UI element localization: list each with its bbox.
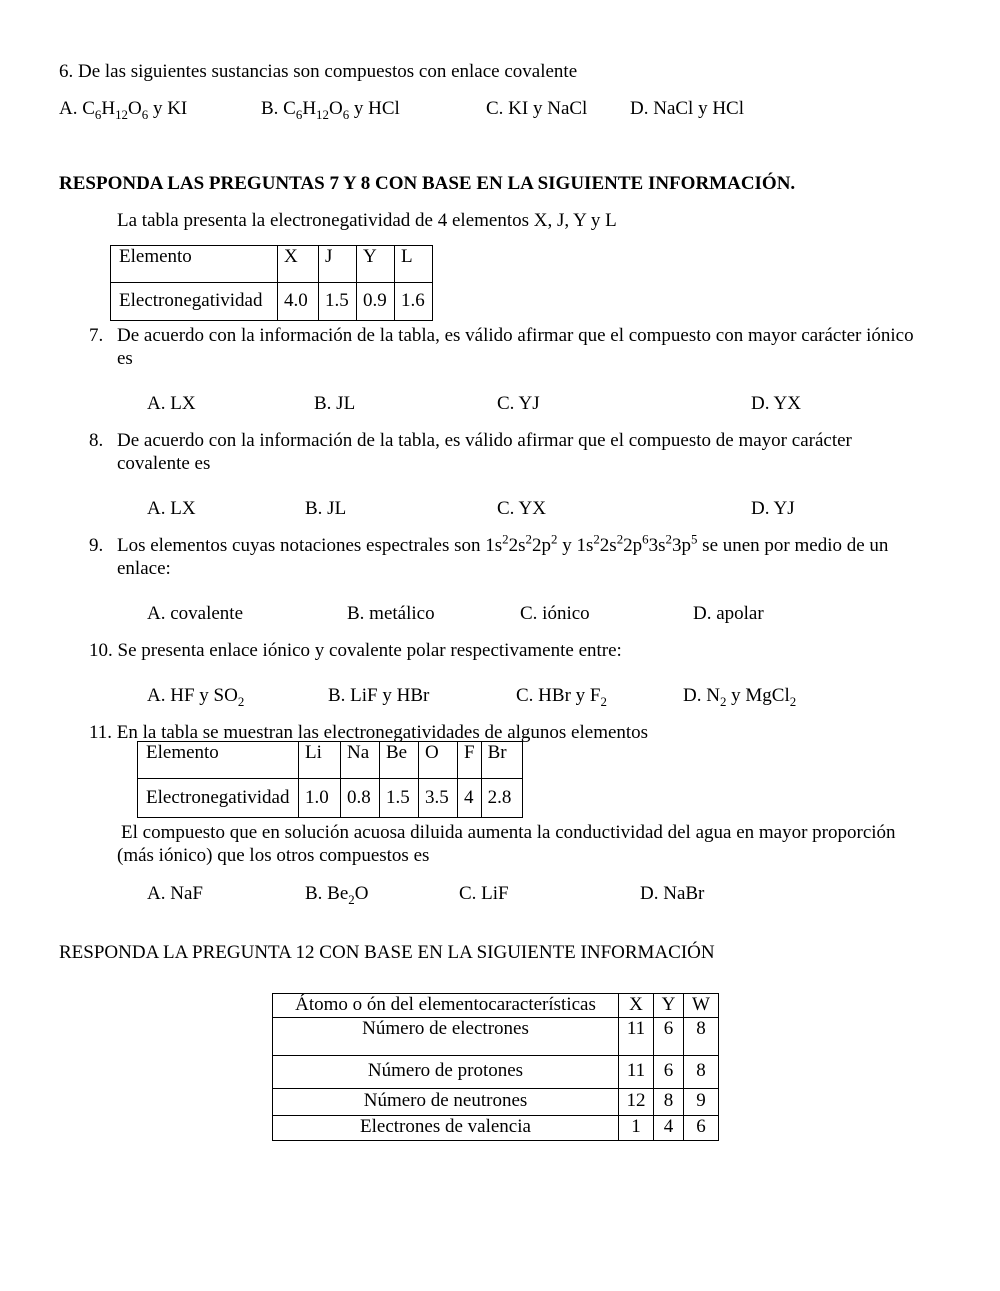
q9-option-c[interactable]: C. iónico xyxy=(520,603,590,624)
q9-option-d[interactable]: D. apolar xyxy=(693,603,764,624)
table3-cell: Número de protones xyxy=(273,1055,619,1088)
q11-line1: El compuesto que en solución acuosa diluida aumenta la conductividad del agua en mayor proporción xyxy=(121,822,896,843)
q7-line2: es xyxy=(117,348,133,369)
q11-option-d[interactable]: D. NaBr xyxy=(640,883,705,904)
table1-value-cell: 4.0 xyxy=(278,283,319,321)
table2-header-cell: Li xyxy=(299,742,341,779)
q8-option-d[interactable]: D. YJ xyxy=(751,498,795,519)
table3-header-row xyxy=(273,994,719,1018)
q7-option-d[interactable]: D. YX xyxy=(751,393,801,414)
table2-header-cell: Elemento xyxy=(138,742,299,779)
table3-header-cell: X xyxy=(619,994,654,1018)
table1-header-cell: X xyxy=(278,246,319,283)
q8-line2: covalente es xyxy=(117,453,211,474)
table3-cell: 4 xyxy=(654,1115,684,1140)
q8-number: 8. xyxy=(89,430,104,451)
q8-option-b[interactable]: B. JL xyxy=(305,498,347,519)
table3-row xyxy=(273,1055,719,1088)
table1-value-cell: 0.9 xyxy=(357,283,395,321)
q11-option-b[interactable]: B. $Be_2O$ xyxy=(305,883,369,907)
q10-option-b[interactable]: B. LiF y HBr xyxy=(328,685,430,706)
table3-row xyxy=(273,1115,719,1140)
atom-characteristics-table xyxy=(272,993,719,1141)
table3-header-cell: Y xyxy=(654,994,684,1018)
q7-option-a[interactable]: A. LX xyxy=(147,393,196,414)
table3-row xyxy=(273,1017,719,1055)
table2-value-cell: 1.5 xyxy=(380,779,419,818)
q7-option-b[interactable]: B. JL xyxy=(314,393,356,414)
table2-value-cell: 2.8 xyxy=(481,779,522,818)
q7-number: 7. xyxy=(89,325,104,346)
table2-header-cell: F xyxy=(458,742,482,779)
q9-line2: enlace: xyxy=(117,558,171,579)
q10-option-c[interactable]: C. HBr y $F_2$ xyxy=(516,685,607,709)
table2-header-cell: Br xyxy=(481,742,522,779)
electronegativity-table-1 xyxy=(110,245,433,321)
electronegativity-table-2 xyxy=(137,741,523,818)
table1-value-row xyxy=(111,283,433,321)
q6-option-b[interactable]: B. $C_6H_{12}O_6$ y HCl xyxy=(261,98,400,122)
table3-header-cell: Átomo o ón del elementocaracterísticas xyxy=(273,994,619,1018)
q11-text: 11. En la tabla se muestran las electronegatividades de algunos elementos xyxy=(89,722,649,743)
table1-value-cell: 1.6 xyxy=(395,283,433,321)
table3-cell: 6 xyxy=(654,1017,684,1055)
q8-option-c[interactable]: C. YX xyxy=(497,498,546,519)
table3-cell: 1 xyxy=(619,1115,654,1140)
table2-value-row xyxy=(138,779,523,818)
table3-cell: 6 xyxy=(654,1055,684,1088)
q10-option-d[interactable]: D. $N_2$ y MgCl$_2$ xyxy=(683,685,797,709)
q8-option-a[interactable]: A. LX xyxy=(147,498,196,519)
table3-cell: Número de neutrones xyxy=(273,1088,619,1115)
q10-text: 10. Se presenta enlace iónico y covalente polar respectivamente entre: xyxy=(89,640,622,661)
table1-header-cell: J xyxy=(319,246,357,283)
table2-header-cell: Na xyxy=(341,742,380,779)
table3-cell: 11 xyxy=(619,1017,654,1055)
q11-option-c[interactable]: C. LiF xyxy=(459,883,509,904)
table3-cell: 12 xyxy=(619,1088,654,1115)
table1-header-cell: Y xyxy=(357,246,395,283)
table2-value-cell: 0.8 xyxy=(341,779,380,818)
table3-cell: 9 xyxy=(684,1088,719,1115)
q7-option-c[interactable]: C. YJ xyxy=(497,393,540,414)
table2-header-cell: O xyxy=(419,742,458,779)
table3-header-cell: W xyxy=(684,994,719,1018)
q11-line2: (más iónico) que los otros compuestos es xyxy=(117,845,430,866)
table3-cell: 8 xyxy=(684,1055,719,1088)
table2-value-cell: Electronegatividad xyxy=(138,779,299,818)
table1-value-cell: Electronegatividad xyxy=(111,283,278,321)
table3-cell: 11 xyxy=(619,1055,654,1088)
table1-intro: La tabla presenta la electronegatividad de 4 elementos X, J, Y y L xyxy=(117,210,617,231)
q6-option-d[interactable]: D. NaCl y HCl xyxy=(630,98,744,119)
q9-option-b[interactable]: B. metálico xyxy=(347,603,435,624)
q7-line1: De acuerdo con la información de la tabla, es válido afirmar que el compuesto con mayor carácter iónico xyxy=(117,325,914,346)
table2-value-cell: 1.0 xyxy=(299,779,341,818)
table3-cell: 8 xyxy=(684,1017,719,1055)
table1-header-cell: L xyxy=(395,246,433,283)
q6-option-c[interactable]: C. KI y NaCl xyxy=(486,98,588,119)
q9-option-a[interactable]: A. covalente xyxy=(147,603,244,624)
table3-cell: 8 xyxy=(654,1088,684,1115)
q6-text: 6. De las siguientes sustancias son compuestos con enlace covalente xyxy=(59,61,578,82)
q9-number: 9. xyxy=(89,535,104,556)
table2-header-row xyxy=(138,742,523,779)
table3-row xyxy=(273,1088,719,1115)
table1-header-cell: Elemento xyxy=(111,246,278,283)
table1-value-cell: 1.5 xyxy=(319,283,357,321)
table1-header-row xyxy=(111,246,433,283)
table3-cell: Número de electrones xyxy=(273,1017,619,1055)
section-header-12: RESPONDA LA PREGUNTA 12 CON BASE EN LA SIGUIENTE INFORMACIÓN xyxy=(59,942,715,963)
table2-header-cell: Be xyxy=(380,742,419,779)
q11-option-a[interactable]: A. NaF xyxy=(147,883,203,904)
table3-cell: Electrones de valencia xyxy=(273,1115,619,1140)
q8-line1: De acuerdo con la información de la tabla, es válido afirmar que el compuesto de mayor carácter xyxy=(117,430,852,451)
table2-value-cell: 3.5 xyxy=(419,779,458,818)
q6-option-a[interactable]: A. $C_6H_{12}O_6$ y KI xyxy=(59,98,188,122)
table3-cell: 6 xyxy=(684,1115,719,1140)
table2-value-cell: 4 xyxy=(458,779,482,818)
q10-option-a[interactable]: A. HF y $SO_2$ xyxy=(147,685,245,709)
q9-line1: Los elementos cuyas notaciones espectrales son $1s^22s^22p^2$ y $1s^22s^22p^63s^23p^5$ se unen por medio de un xyxy=(117,531,889,556)
section-header-7-8: RESPONDA LAS PREGUNTAS 7 Y 8 CON BASE EN LA SIGUIENTE INFORMACIÓN. xyxy=(59,173,796,194)
